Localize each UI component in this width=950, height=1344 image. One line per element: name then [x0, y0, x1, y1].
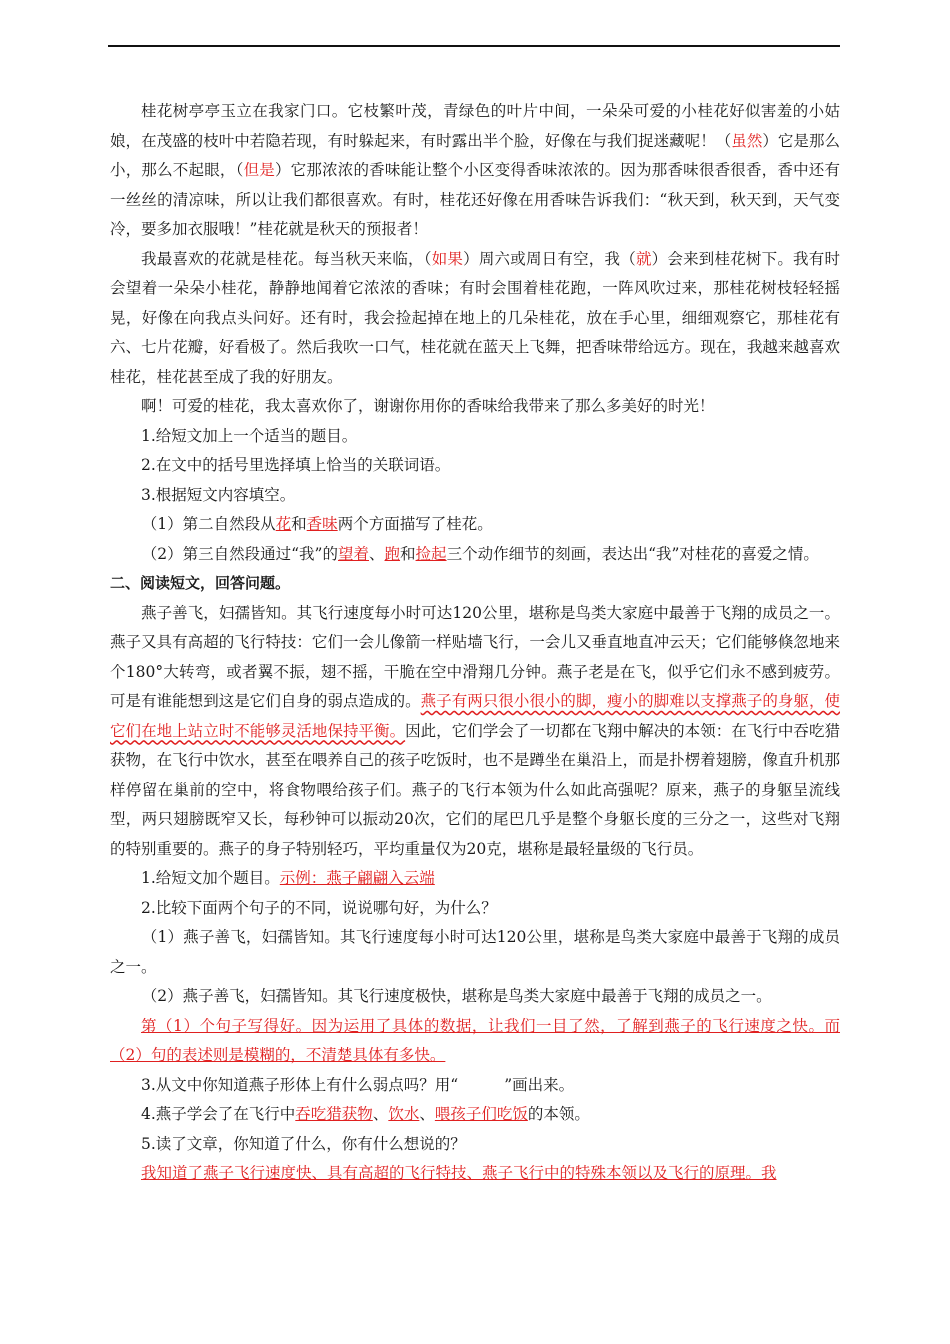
text: 三个动作细节的刻画，表达出“我”对桂花的喜爱之情。 — [446, 544, 819, 563]
question-2-2-2: （2）燕子善飞，妇孺皆知。其飞行速度极快，堪称是鸟类大家庭中最善于飞翔的成员之一。 — [141, 987, 772, 1005]
answer-blank: 喂孩子们吃饭 — [434, 1105, 528, 1123]
passage1-paragraph3: 啊！可爱的桂花，我太喜欢你了，谢谢你用你的香味给我带来了那么多美好的时光！ — [141, 397, 715, 415]
document-body — [110, 97, 840, 1189]
wavy-line-symbol — [458, 1071, 504, 1101]
answer-blank: 花 — [275, 515, 292, 533]
text: 两个方面描写了桂花。 — [337, 515, 493, 533]
text: ）周六或周日有空，我（ — [463, 249, 636, 268]
section-2-heading: 二、阅读短文，回答问题。 — [110, 574, 291, 592]
answer-text: 第（1）个句子写得好。因为运用了具体的数据，让我们一目了然，了解到燕子的飞行速度之快。而（2）句的表述则是模糊的，不清楚具体有多快。 — [110, 1016, 840, 1064]
question-2-2-1: （1）燕子善飞，妇孺皆知。其飞行速度每小时可达120公里，堪称是鸟类大家庭中最善于飞翔的成员之一。 — [110, 928, 840, 976]
answer-title: 示例：燕子翩翩入云端 — [279, 869, 435, 887]
text: ）会来到桂花树下。我有时会望着一朵朵小桂花，静静地闻着它浓浓的香味；有时会围着桂花跑，一阵风吹过来，那桂花树枝轻轻摇晃，好像在向我点头问好。还有时，我会捡起掉在地上的几朵桂花，放在手心里，细细观察它，那桂花有六、七片花瓣，好看极了。然后我吹一口气，桂花就在蓝天上飞舞，把香味带给远方。现在，我越来越喜欢桂花，桂花甚至成了我的好朋友。 — [110, 249, 840, 386]
question-1-3-1 — [110, 510, 840, 540]
passage1-paragraph1 — [110, 97, 840, 245]
question-1-2: 2.在文中的括号里选择填上恰当的关联词语。 — [141, 456, 451, 474]
answer-blank: 吞吃猎获物 — [295, 1105, 373, 1123]
header-rule — [108, 45, 840, 47]
text: 、 — [372, 1105, 389, 1123]
question-1-1: 1.给短文加上一个适当的题目。 — [141, 426, 358, 445]
answer-blank: 望着 — [337, 544, 369, 563]
answer-conjunction-4: 就 — [635, 249, 652, 268]
question-1-3: 3.根据短文内容填空。 — [141, 485, 296, 504]
answer-conjunction-1: 虽然 — [731, 131, 763, 150]
text: 桂花树亭亭玉立在我家门口。它枝繁叶茂，青绿色的叶片中间，一朵朵可爱的小桂花好似害羞的小姑娘，在茂盛的枝叶中若隐若现，有时躲起来，有时露出半个脸，好像在与我们捉迷藏呢！（ — [110, 102, 840, 150]
text: （1）第二自然段从 — [141, 515, 276, 533]
answer-blank: 捡起 — [415, 544, 447, 563]
answer-conjunction-3: 如果 — [431, 249, 464, 268]
text: 和 — [291, 515, 307, 533]
text: ）它是那么小，那么不起眼，（ — [110, 131, 840, 179]
answer-blank: 饮水 — [388, 1105, 420, 1123]
text: ）它那浓浓的香味能让整个小区变得香味浓浓的。因为那香味很香很香，香中还有一丝丝的清凉味，所以让我们都很喜欢。有时，桂花还好像在用香味告诉我们：“秋天到，秋天到，天气变冷，要多加衣服哦！”桂花就是秋天的预报者！ — [110, 161, 840, 238]
passage2-paragraph1 — [110, 599, 840, 865]
text: 、 — [369, 544, 385, 563]
question-2-1 — [110, 864, 840, 894]
answer-text: 我知道了燕子飞行速度快、具有高超的飞行特技、燕子飞行中的特殊本领以及飞行的原理。我 — [141, 1164, 777, 1182]
question-2-3 — [110, 1071, 840, 1101]
answer-blank: 跑 — [384, 544, 401, 563]
question-2-5-answer — [110, 1159, 840, 1189]
text: 4.燕子学会了在飞行中 — [141, 1105, 296, 1123]
wavy-underlined-answer: 燕子有两只很小很小的脚，瘦小的脚难以支撑燕子的身躯，使它们在地上站立时不能够灵活地保持平衡。 — [110, 692, 840, 740]
question-2-5: 5.读了文章，你知道了什么，你有什么想说的？ — [141, 1134, 466, 1153]
text: 1.给短文加个题目。 — [141, 869, 280, 887]
text: 、 — [419, 1105, 435, 1123]
text: ”画出来。 — [504, 1075, 575, 1094]
text: 和 — [400, 544, 416, 563]
text: 的本领。 — [527, 1105, 590, 1123]
text: 我最喜欢的花就是桂花。每当秋天来临，（ — [141, 249, 432, 268]
text: 3.从文中你知道燕子形体上有什么弱点吗？用“ — [141, 1075, 459, 1094]
text: （2）第三自然段通过“我”的 — [141, 544, 338, 563]
text: 因此，它们学会了一切都在飞翔中解决的本领：在飞行中吞吃猎获物，在飞行中饮水，甚至在喂养自己的孩子吃饭时，也不是蹲坐在巢沿上，而是扑楞着翅膀，像直升机那样停留在巢前的空中，将食物喂给孩子们。燕子的飞行本领为什么如此高强呢？原来，燕子的身躯呈流线型，两只翅膀既窄又长，每秒钟可以振动20次，它们的尾巴几乎是整个身躯长度的三分之一，这些对飞翔的特别重要的。燕子的身子特别轻巧，平均重量仅为20克，堪称是最轻量级的飞行员。 — [110, 721, 840, 858]
passage1-paragraph2 — [110, 245, 840, 393]
question-1-3-2 — [110, 540, 840, 570]
question-2-2: 2.比较下面两个句子的不同，说说哪句好，为什么？ — [141, 898, 497, 917]
question-2-4 — [110, 1100, 840, 1130]
question-2-2-answer — [110, 1012, 840, 1071]
answer-blank: 香味 — [306, 515, 338, 533]
answer-conjunction-2: 但是 — [243, 161, 275, 179]
text: 燕子善飞，妇孺皆知。其飞行速度每小时可达120公里，堪称是鸟类大家庭中最善于飞翔的成员之一。燕子又具有高超的飞行特技：它们一会儿像箭一样贴墙飞行，一会儿又垂直地直冲云天；它们能够倏忽地来个180°大转弯，或者翼不振，翅不摇，干脆在空中滑翔几分钟。燕子老是在飞，似乎它们永不感到疲劳。可是有谁能想到这是它们自身的弱点造成的。 — [110, 603, 840, 710]
